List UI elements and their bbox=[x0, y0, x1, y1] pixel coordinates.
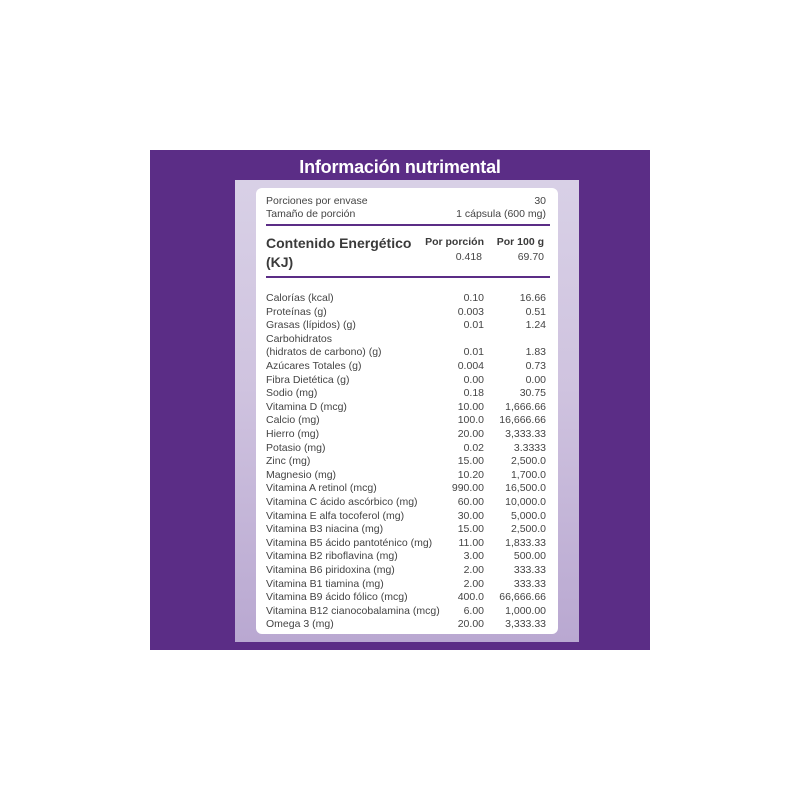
nutrient-name: Azúcares Totales (g) bbox=[266, 360, 362, 372]
servings-per-container-value: 30 bbox=[534, 195, 546, 207]
nutrient-name: Hierro (mg) bbox=[266, 428, 320, 440]
nutrient-row bbox=[266, 495, 550, 509]
nutrient-name: Calcio (mg) bbox=[266, 414, 320, 427]
nutrient-per-100g: 30.75 bbox=[519, 387, 546, 400]
nutrient-name: Carbohidratos bbox=[266, 332, 332, 345]
nutrient-row bbox=[266, 427, 550, 441]
nutrient-per-serving: 400.0 bbox=[457, 591, 484, 604]
nutrient-per-serving: 0.18 bbox=[463, 387, 484, 400]
nutrient-name: Vitamina A retinol (mcg) bbox=[266, 482, 377, 495]
nutrient-name: Proteínas (g) bbox=[266, 305, 327, 318]
nutrient-row bbox=[266, 386, 550, 400]
nutrient-per-serving: 15.00 bbox=[457, 455, 484, 468]
nutrient-per-100g: 10,000.0 bbox=[505, 496, 546, 508]
nutrient-name: Calorías (kcal) bbox=[266, 292, 334, 304]
nutrient-per-serving: 20.00 bbox=[457, 428, 484, 440]
nutrient-per-100g: 5,000.0 bbox=[510, 509, 546, 522]
nutrient-per-serving: 15.00 bbox=[457, 523, 484, 536]
nutrient-row bbox=[266, 577, 550, 591]
nutrient-row bbox=[266, 617, 550, 631]
divider-top bbox=[266, 224, 550, 226]
nutrient-name: Magnesio (mg) bbox=[266, 468, 337, 481]
nutrient-per-serving: 20.00 bbox=[457, 618, 484, 631]
column-header-per-100g: Por 100 g bbox=[496, 236, 544, 248]
nutrient-name: Vitamina B12 cianocobalamina (mcg) bbox=[266, 604, 440, 617]
nutrient-per-100g: 16.66 bbox=[519, 292, 546, 304]
nutrient-per-100g: 1,700.0 bbox=[510, 468, 546, 481]
nutrition-card bbox=[256, 188, 558, 634]
nutrient-name: Vitamina D (mcg) bbox=[266, 400, 347, 413]
nutrient-per-serving: 6.00 bbox=[463, 604, 484, 617]
nutrient-name: Sodio (mg) bbox=[266, 387, 318, 400]
nutrient-name: Vitamina E alfa tocoferol (mg) bbox=[266, 509, 405, 522]
nutrient-per-100g: 66,666.66 bbox=[499, 591, 546, 604]
nutrient-per-100g: 16,500.0 bbox=[505, 482, 546, 495]
nutrition-panel bbox=[150, 150, 650, 650]
nutrient-row bbox=[266, 454, 550, 468]
nutrient-per-serving: 100.0 bbox=[457, 414, 484, 427]
serving-size-value: 1 cápsula (600 mg) bbox=[456, 208, 546, 220]
nutrient-per-serving: 11.00 bbox=[458, 536, 484, 549]
nutrient-per-serving: 10.20 bbox=[457, 468, 484, 481]
nutrient-per-100g: 3,333.33 bbox=[505, 428, 546, 440]
nutrient-per-serving: 0.10 bbox=[463, 292, 484, 304]
nutrient-name: (hidratos de carbono) (g) bbox=[266, 346, 382, 359]
column-header-per-serving: Por porción bbox=[425, 236, 484, 248]
nutrient-per-serving: 2.00 bbox=[463, 577, 484, 590]
energy-per-serving: 0.418 bbox=[455, 251, 482, 263]
nutrient-per-100g: 333.33 bbox=[513, 564, 546, 576]
divider-energy bbox=[266, 276, 550, 278]
nutrient-name: Fibra Dietética (g) bbox=[266, 373, 350, 386]
nutrient-row bbox=[266, 332, 550, 346]
nutrient-row bbox=[266, 536, 550, 550]
nutrient-row bbox=[266, 468, 550, 482]
nutrient-row bbox=[266, 590, 550, 604]
nutrient-row bbox=[266, 318, 550, 332]
nutrient-per-serving: 3.00 bbox=[463, 550, 484, 563]
nutrient-per-100g: 2,500.0 bbox=[510, 523, 546, 536]
nutrient-row bbox=[266, 481, 550, 495]
nutrient-per-100g: 3.3333 bbox=[513, 441, 546, 454]
nutrient-per-100g: 1,666.66 bbox=[505, 400, 546, 413]
nutrient-per-serving: 0.003 bbox=[457, 305, 484, 318]
nutrient-row bbox=[266, 413, 550, 427]
nutrient-name: Vitamina B2 riboflavina (mg) bbox=[266, 550, 398, 563]
nutrient-name: Vitamina B9 ácido fólico (mcg) bbox=[266, 591, 408, 604]
nutrient-per-100g: 0.00 bbox=[525, 373, 546, 386]
nutrient-row bbox=[266, 549, 550, 563]
nutrient-row bbox=[266, 291, 550, 305]
nutrient-row bbox=[266, 359, 550, 373]
nutrient-name: Vitamina B6 piridoxina (mg) bbox=[266, 564, 395, 576]
servings-per-container-row bbox=[266, 195, 550, 208]
nutrient-per-100g: 1.24 bbox=[525, 319, 546, 332]
nutrient-row bbox=[266, 509, 550, 523]
nutrient-name: Vitamina B1 tiamina (mg) bbox=[266, 577, 384, 590]
nutrient-row bbox=[266, 305, 550, 319]
nutrient-row bbox=[266, 345, 550, 359]
nutrient-row bbox=[266, 522, 550, 536]
energy-per-100g: 69.70 bbox=[517, 251, 544, 263]
energy-label: Contenido Energético (KJ) bbox=[266, 235, 412, 270]
nutrient-per-serving: 60.00 bbox=[457, 496, 484, 508]
nutrient-name: Grasas (lípidos) (g) bbox=[266, 319, 356, 332]
nutrient-per-serving: 2.00 bbox=[463, 564, 484, 576]
nutrient-per-serving: 30.00 bbox=[457, 509, 484, 522]
nutrient-per-serving: 990.00 bbox=[451, 482, 484, 495]
nutrient-name: Omega 3 (mg) bbox=[266, 618, 334, 631]
nutrient-name: Potasio (mg) bbox=[266, 441, 326, 454]
nutrient-per-100g: 500.00 bbox=[513, 550, 546, 563]
servings-per-container-label: Porciones por envase bbox=[266, 195, 368, 207]
nutrient-per-100g: 1,833.33 bbox=[505, 536, 546, 549]
serving-size-row bbox=[266, 208, 550, 221]
nutrient-row bbox=[266, 373, 550, 387]
nutrient-per-serving: 0.00 bbox=[463, 373, 484, 386]
nutrient-per-100g: 1,000.00 bbox=[505, 604, 546, 617]
nutrient-per-100g: 16,666.66 bbox=[499, 414, 546, 427]
nutrient-per-100g: 1.83 bbox=[525, 346, 546, 359]
nutrient-per-serving: 0.02 bbox=[463, 441, 484, 454]
nutrient-per-100g: 0.73 bbox=[525, 360, 546, 372]
nutrient-per-100g: 2,500.0 bbox=[510, 455, 546, 468]
nutrient-per-100g: 0.51 bbox=[525, 305, 546, 318]
nutrient-per-100g: 333.33 bbox=[513, 577, 546, 590]
nutrient-per-serving: 0.01 bbox=[463, 319, 484, 332]
nutrient-row bbox=[266, 441, 550, 455]
nutrient-name: Vitamina C ácido ascórbico (mg) bbox=[266, 496, 418, 508]
nutrient-name: Vitamina B3 niacina (mg) bbox=[266, 523, 384, 536]
nutrient-name: Vitamina B5 ácido pantoténico (mg) bbox=[266, 536, 433, 549]
nutrient-per-serving: 10.00 bbox=[457, 400, 484, 413]
nutrient-row bbox=[266, 400, 550, 414]
nutrient-row bbox=[266, 604, 550, 618]
panel-title: Información nutrimental bbox=[299, 157, 501, 177]
nutrient-per-serving: 0.004 bbox=[457, 360, 484, 372]
serving-size-label: Tamaño de porción bbox=[266, 208, 356, 220]
nutrient-per-serving: 0.01 bbox=[463, 346, 484, 359]
nutrient-row bbox=[266, 563, 550, 577]
nutrient-name: Zinc (mg) bbox=[266, 455, 311, 468]
nutrient-per-100g: 3,333.33 bbox=[505, 618, 546, 631]
